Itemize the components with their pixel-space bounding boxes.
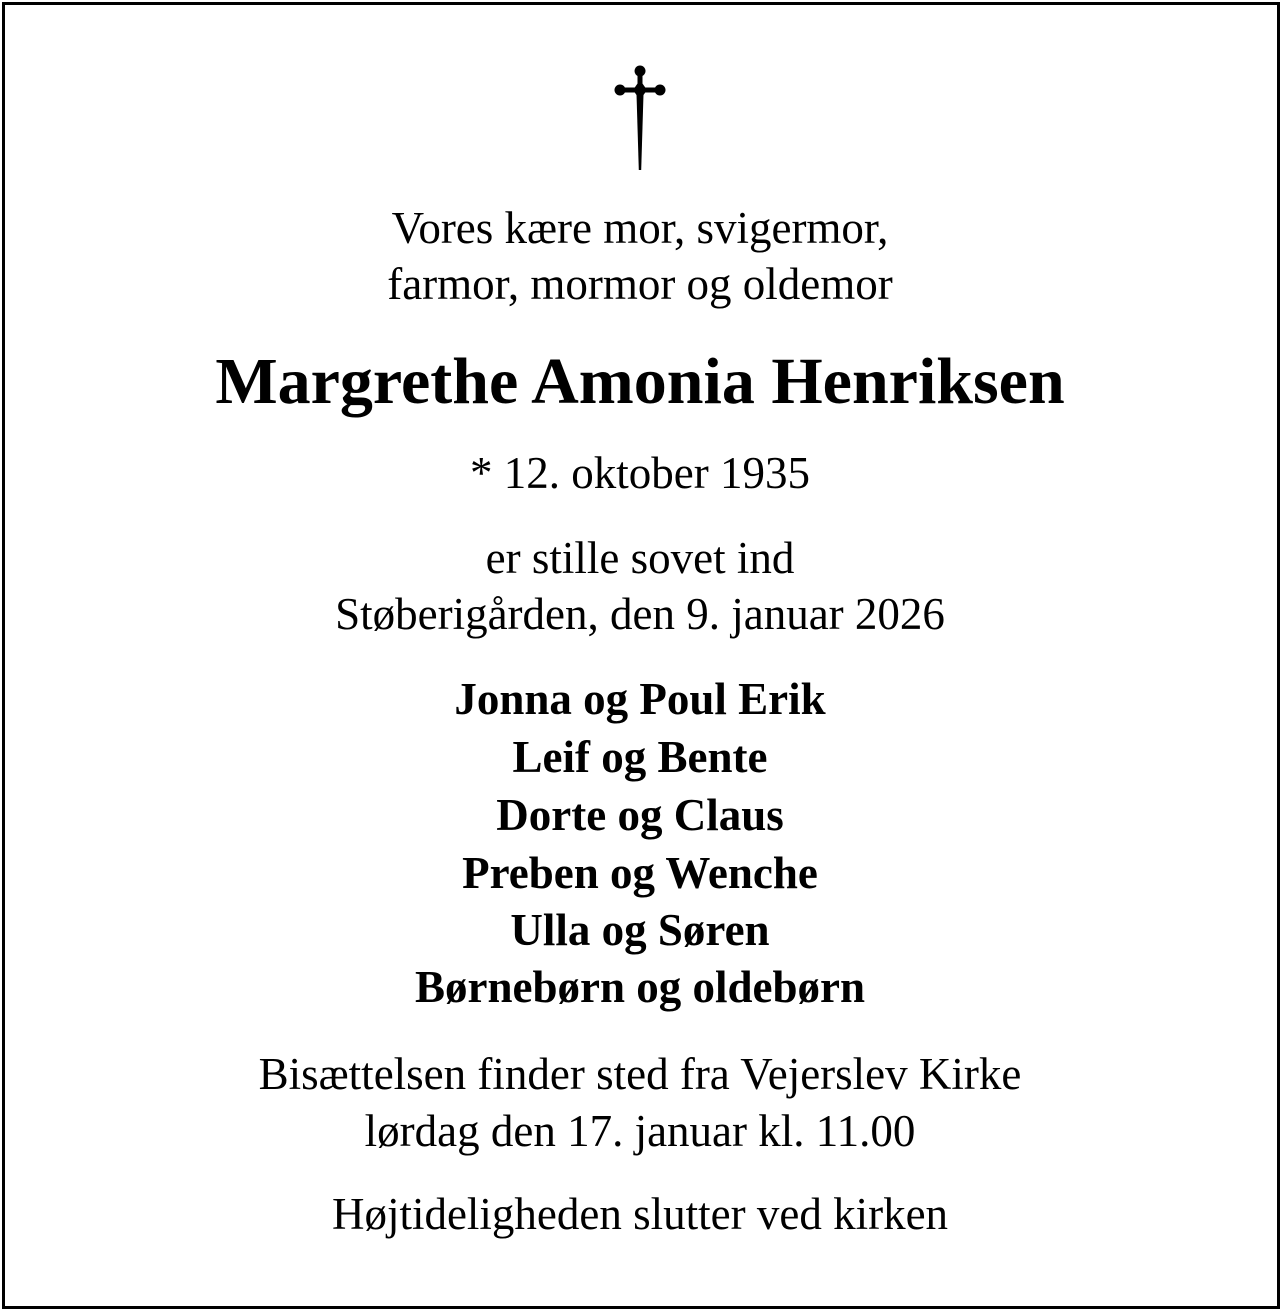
deceased-name: Margrethe Amonia Henriksen [215, 345, 1065, 418]
mourner-line: Preben og Wenche [462, 848, 818, 898]
funeral-line-2: lørdag den 17. januar kl. 11.00 [364, 1106, 916, 1156]
mourner-line: Børnebørn og oldebørn [414, 962, 866, 1012]
intro-line-2: farmor, mormor og oldemor [387, 259, 893, 309]
intro-line-1: Vores kære mor, svigermor, [391, 203, 889, 253]
mourner-line: Leif og Bente [512, 732, 768, 782]
passing-line-1: er stille sovet ind [485, 533, 795, 583]
passing-line-2: Støberigården, den 9. januar 2026 [335, 589, 945, 639]
birth-date: * 12. oktober 1935 [470, 448, 810, 498]
funeral-line-1: Bisættelsen finder sted fra Vejerslev Kirke [258, 1049, 1022, 1099]
closing-line: Højtideligheden slutter ved kirken [331, 1189, 949, 1239]
cross-icon [614, 64, 666, 170]
mourner-line: Ulla og Søren [510, 905, 770, 955]
mourner-line: Dorte og Claus [496, 790, 784, 840]
mourner-line: Jonna og Poul Erik [454, 674, 826, 724]
